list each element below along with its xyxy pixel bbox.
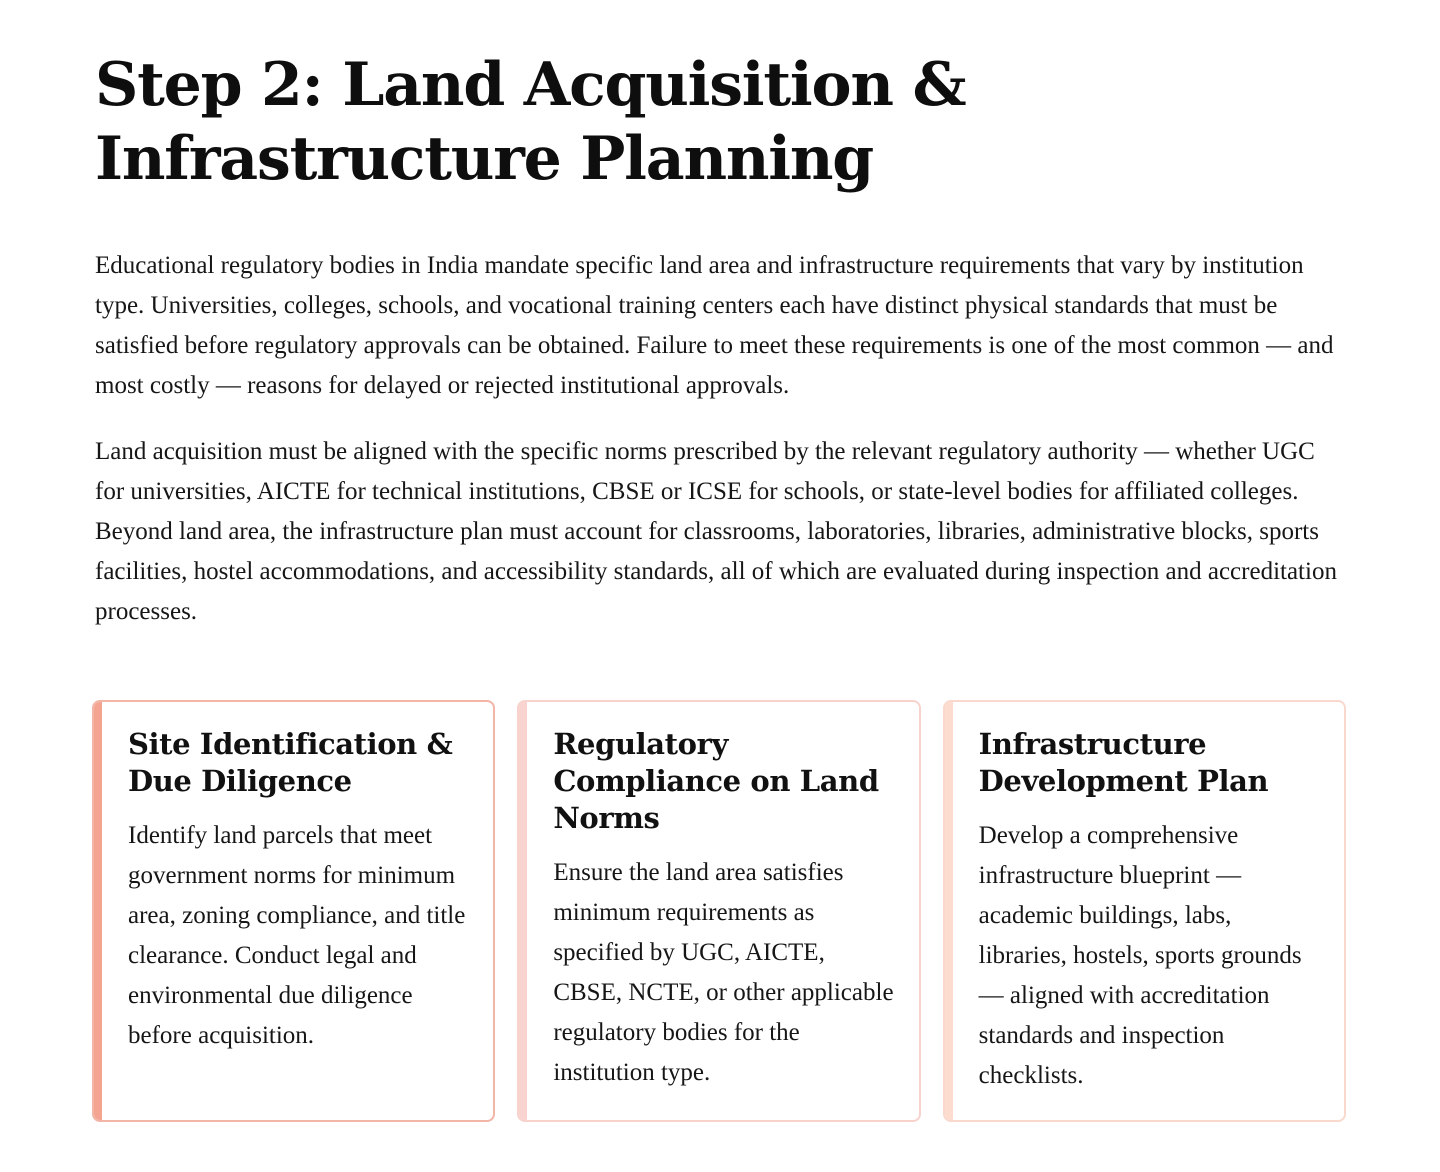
intro-paragraph-2: Land acquisition must be aligned with the specific norms prescribed by the relevant regulatory authority — whether UGC for universities, AICTE for technical institutions, CBSE or ICSE for schools, or state-level bodies for affiliated colleges. Beyond land area, the infrastructure plan must account for classrooms, laboratories, libraries, administrative blocks, sports facilities, hostel accommodations, and accessibility standards, all of which are evaluated during inspection and accreditation processes.: [95, 438, 1337, 625]
card-title: Site Identification & Due Diligence: [128, 727, 453, 798]
card-accent-bar: [94, 702, 102, 1120]
card-text: Ensure the land area satisfies minimum requirements as specified by UGC, AICTE, CBSE, NCTE, or other applicable regulatory bodies for the institution type.: [553, 859, 894, 1086]
card-title: Regulatory Compliance on Land Norms: [553, 727, 879, 835]
page-title: Step 2: Land Acquisition & Infrastructure Planning: [95, 50, 966, 194]
card-regulatory-compliance: [517, 700, 920, 1122]
intro-paragraph-1: Educational regulatory bodies in India mandate specific land area and infrastructure requirements that vary by institution type. Universities, colleges, schools, and vocational training centers each have distinct physical standards that must be satisfied before regulatory approvals can be obtained. Failure to meet these requirements is one of the most common — and most costly — reasons for delayed or rejected institutional approvals.: [95, 252, 1334, 399]
card-text: Identify land parcels that meet government norms for minimum area, zoning compliance, and title clearance. Conduct legal and environmental due diligence before acquisition.: [128, 822, 466, 1049]
card-accent-bar: [519, 702, 527, 1120]
card-title: Infrastructure Development Plan: [978, 727, 1269, 798]
card-site-identification: [92, 700, 495, 1122]
card-row: [92, 700, 1346, 1122]
card-infrastructure-plan: [943, 700, 1346, 1122]
card-text: Develop a comprehensive infrastructure blueprint — academic buildings, labs, libraries, hostels, sports grounds — aligned with accreditation standards and inspection checklists.: [978, 822, 1302, 1089]
card-accent-bar: [945, 702, 953, 1120]
